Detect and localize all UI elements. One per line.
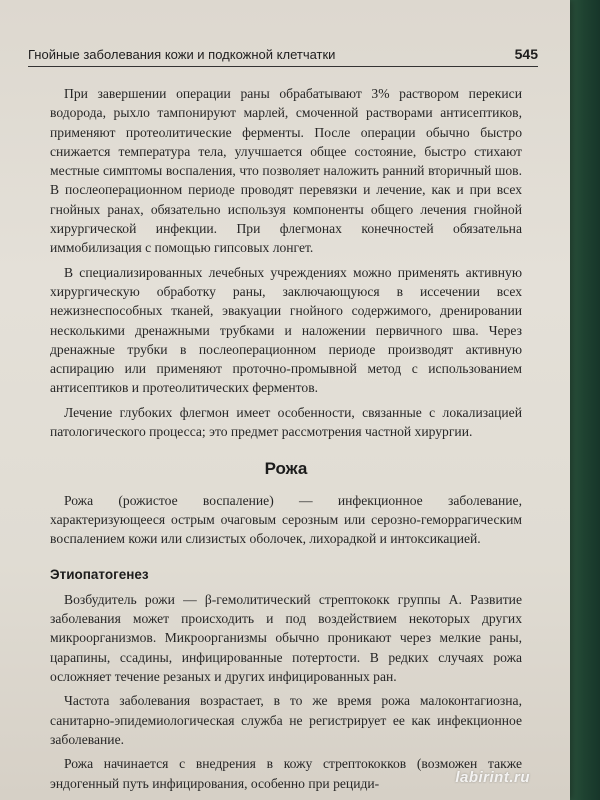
paragraph: Возбудитель рожи — β-гемолитический стрептококк группы А. Развитие заболевания может происходить и под воздействием некоторых других микроорганизмов. Микроорганизмы обычно проникают через мелкие раны, царапины, ссадины, инфицированные потертости. В редких случаях рожа осложняет течение резаных и других инфицированных ран. — [50, 591, 522, 685]
subsection-title: Этиопатогенез — [50, 566, 149, 582]
paragraph: Лечение глубоких флегмон имеет особенности, связанные с локализацией патологического процесса; это предмет рассмотрения частной хирургии. — [50, 404, 522, 440]
page-number: 545 — [514, 46, 538, 62]
book-cover-edge — [566, 0, 600, 800]
section-title: Рожа — [264, 459, 308, 479]
watermark: labirint.ru — [455, 769, 530, 786]
paragraph: Частота заболевания возрастает, в то же время рожа малоконтагиозна, санитарно-эпидемиологическая служба не регистрирует ее как инфекционное заболевание. — [50, 693, 522, 747]
running-header-title: Гнойные заболевания кожи и подкожной клетчатки — [28, 47, 336, 62]
running-header — [28, 46, 538, 62]
header-rule — [28, 66, 538, 67]
page-body — [50, 84, 522, 798]
paragraph: При завершении операции раны обрабатывают 3% раствором перекиси водорода, рыхло тампонируют марлей, смоченной растворами антисептиков, применяют протеолитические ферменты. После операции обычно быстро снижается температура тела, улучшается общее состояние, быстро стихают местные симптомы воспаления, что позволяет наложить ранний вторичный шов. В послеоперационном периоде проводят перевязки и лечение, как и при всех гнойных ранах, обязательно используя компоненты общего лечения гнойной хирургической инфекции. При флегмонах конечностей обязательна иммобилизация с помощью гипсовых лонгет. — [50, 86, 522, 256]
paragraph: Рожа начинается с внедрения в кожу стрептококков (возможен также эндогенный путь инфицирования, особенно при рециди- — [50, 756, 522, 791]
section-intro: Рожа (рожистое воспаление) — инфекционное заболевание, характеризующееся острым очаговым серозным или серозно-геморрагическим воспалением кожи или слизистых оболочек, лихорадкой и интоксикацией. — [50, 492, 522, 547]
paragraph: В специализированных лечебных учреждениях можно применять активную хирургическую обработку раны, заключающуюся в иссечении всех нежизнеспособных тканей, эвакуации гнойного содержимого, дренировании несколькими дренажными трубками и наложении первичного шва. Через дренажные трубки в послеоперационном периоде производят активную аспирацию или применяют проточно-промывной метод с использованием антисептиков и протеолитических ферментов. — [50, 264, 522, 396]
